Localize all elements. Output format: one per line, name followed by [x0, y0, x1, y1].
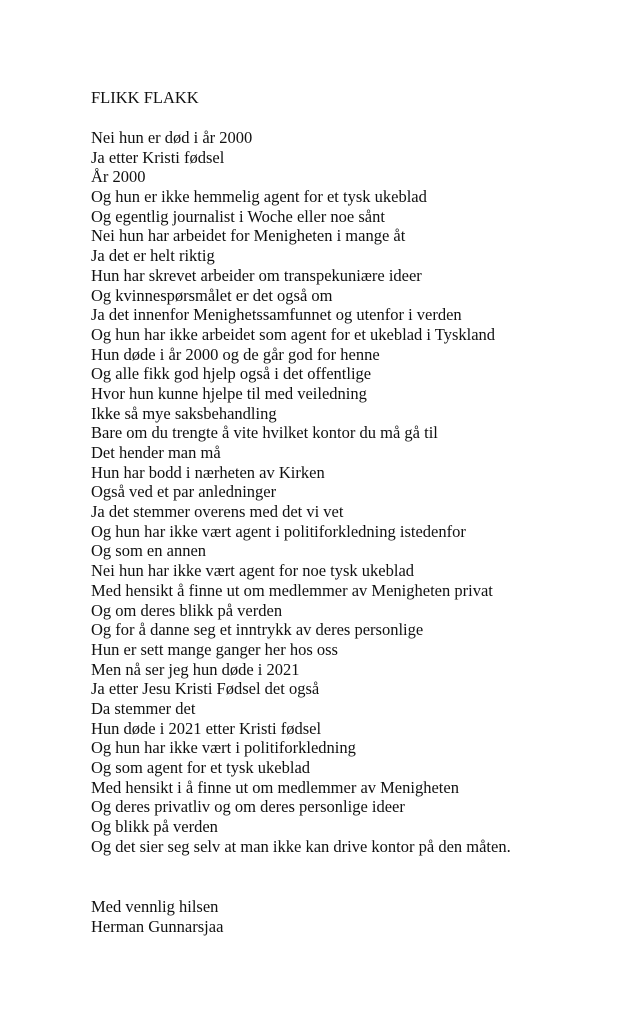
poem-line: Ja det er helt riktig — [91, 246, 215, 266]
signoff — [91, 897, 223, 937]
poem-line: Og hun har ikke vært i politiforkledning — [91, 738, 356, 758]
poem-line: Nei hun har ikke vært agent for noe tysk ukeblad — [91, 561, 415, 581]
poem-line: Hun har skrevet arbeider om transpekuniære ideer — [91, 265, 422, 285]
poem-line: Men nå ser jeg hun døde i 2021 — [91, 659, 300, 679]
poem-line: Ja det stemmer overens med det vi vet — [91, 502, 344, 522]
poem-line: Hun er sett mange ganger her hos oss — [91, 639, 338, 659]
poem-line: Da stemmer det — [91, 698, 196, 718]
poem-title: FLIKK FLAKK — [91, 88, 199, 107]
poem-line: År 2000 — [91, 167, 146, 187]
poem-line: Og deres privatliv og om deres personlige ideer — [91, 797, 405, 817]
poem-line: Ja etter Kristi fødsel — [91, 147, 225, 167]
closing-line: Med vennlig hilsen — [91, 897, 219, 916]
poem-line: Og for å danne seg et inntrykk av deres personlige — [91, 620, 424, 640]
author-name: Herman Gunnarsjaa — [91, 917, 224, 936]
poem-line: Hun døde i 2021 etter Kristi fødsel — [91, 718, 322, 738]
poem-line: Nei hun har arbeidet for Menigheten i mange åt — [91, 226, 406, 246]
poem-line: Og som en annen — [91, 541, 207, 561]
poem-line: Og hun er ikke hemmelig agent for et tysk ukeblad — [91, 187, 427, 207]
poem-line: Nei hun er død i år 2000 — [91, 128, 253, 147]
poem-line: Hun døde i år 2000 og de går god for henne — [91, 344, 380, 364]
poem-line: Og om deres blikk på verden — [91, 600, 283, 620]
poem-line: Og det sier seg selv at man ikke kan drive kontor på den måten. — [91, 836, 511, 856]
poem-line: Og hun har ikke vært agent i politiforkledning istedenfor — [91, 521, 466, 541]
poem-line: Og egentlig journalist i Woche eller noe sånt — [91, 206, 385, 226]
poem-line: Og alle fikk god hjelp også i det offentlige — [91, 364, 372, 384]
poem-line: Og som agent for et tysk ukeblad — [91, 758, 311, 777]
poem-body — [91, 128, 511, 856]
poem-line: Og blikk på verden — [91, 817, 218, 837]
poem-line: Også ved et par anledninger — [91, 482, 277, 502]
poem-line: Hun har bodd i nærheten av Kirken — [91, 462, 325, 482]
poem-line: Det hender man må — [91, 443, 221, 462]
poem-line: Og kvinnespørsmålet er det også om — [91, 285, 333, 305]
poem-line: Ja etter Jesu Kristi Fødsel det også — [91, 679, 320, 699]
poem-line: Ikke så mye saksbehandling — [91, 403, 277, 423]
poem-line: Hvor hun kunne hjelpe til med veiledning — [91, 383, 367, 403]
poem-line: Og hun har ikke arbeidet som agent for et ukeblad i Tyskland — [91, 324, 496, 344]
poem-line: Med hensikt å finne ut om medlemmer av Menigheten privat — [91, 580, 493, 600]
poem-line: Med hensikt i å finne ut om medlemmer av Menigheten — [91, 777, 459, 797]
poem-line: Ja det innenfor Menighetssamfunnet og utenfor i verden — [91, 305, 462, 325]
poem-line: Bare om du trengte å vite hvilket kontor du må gå til — [91, 423, 438, 443]
